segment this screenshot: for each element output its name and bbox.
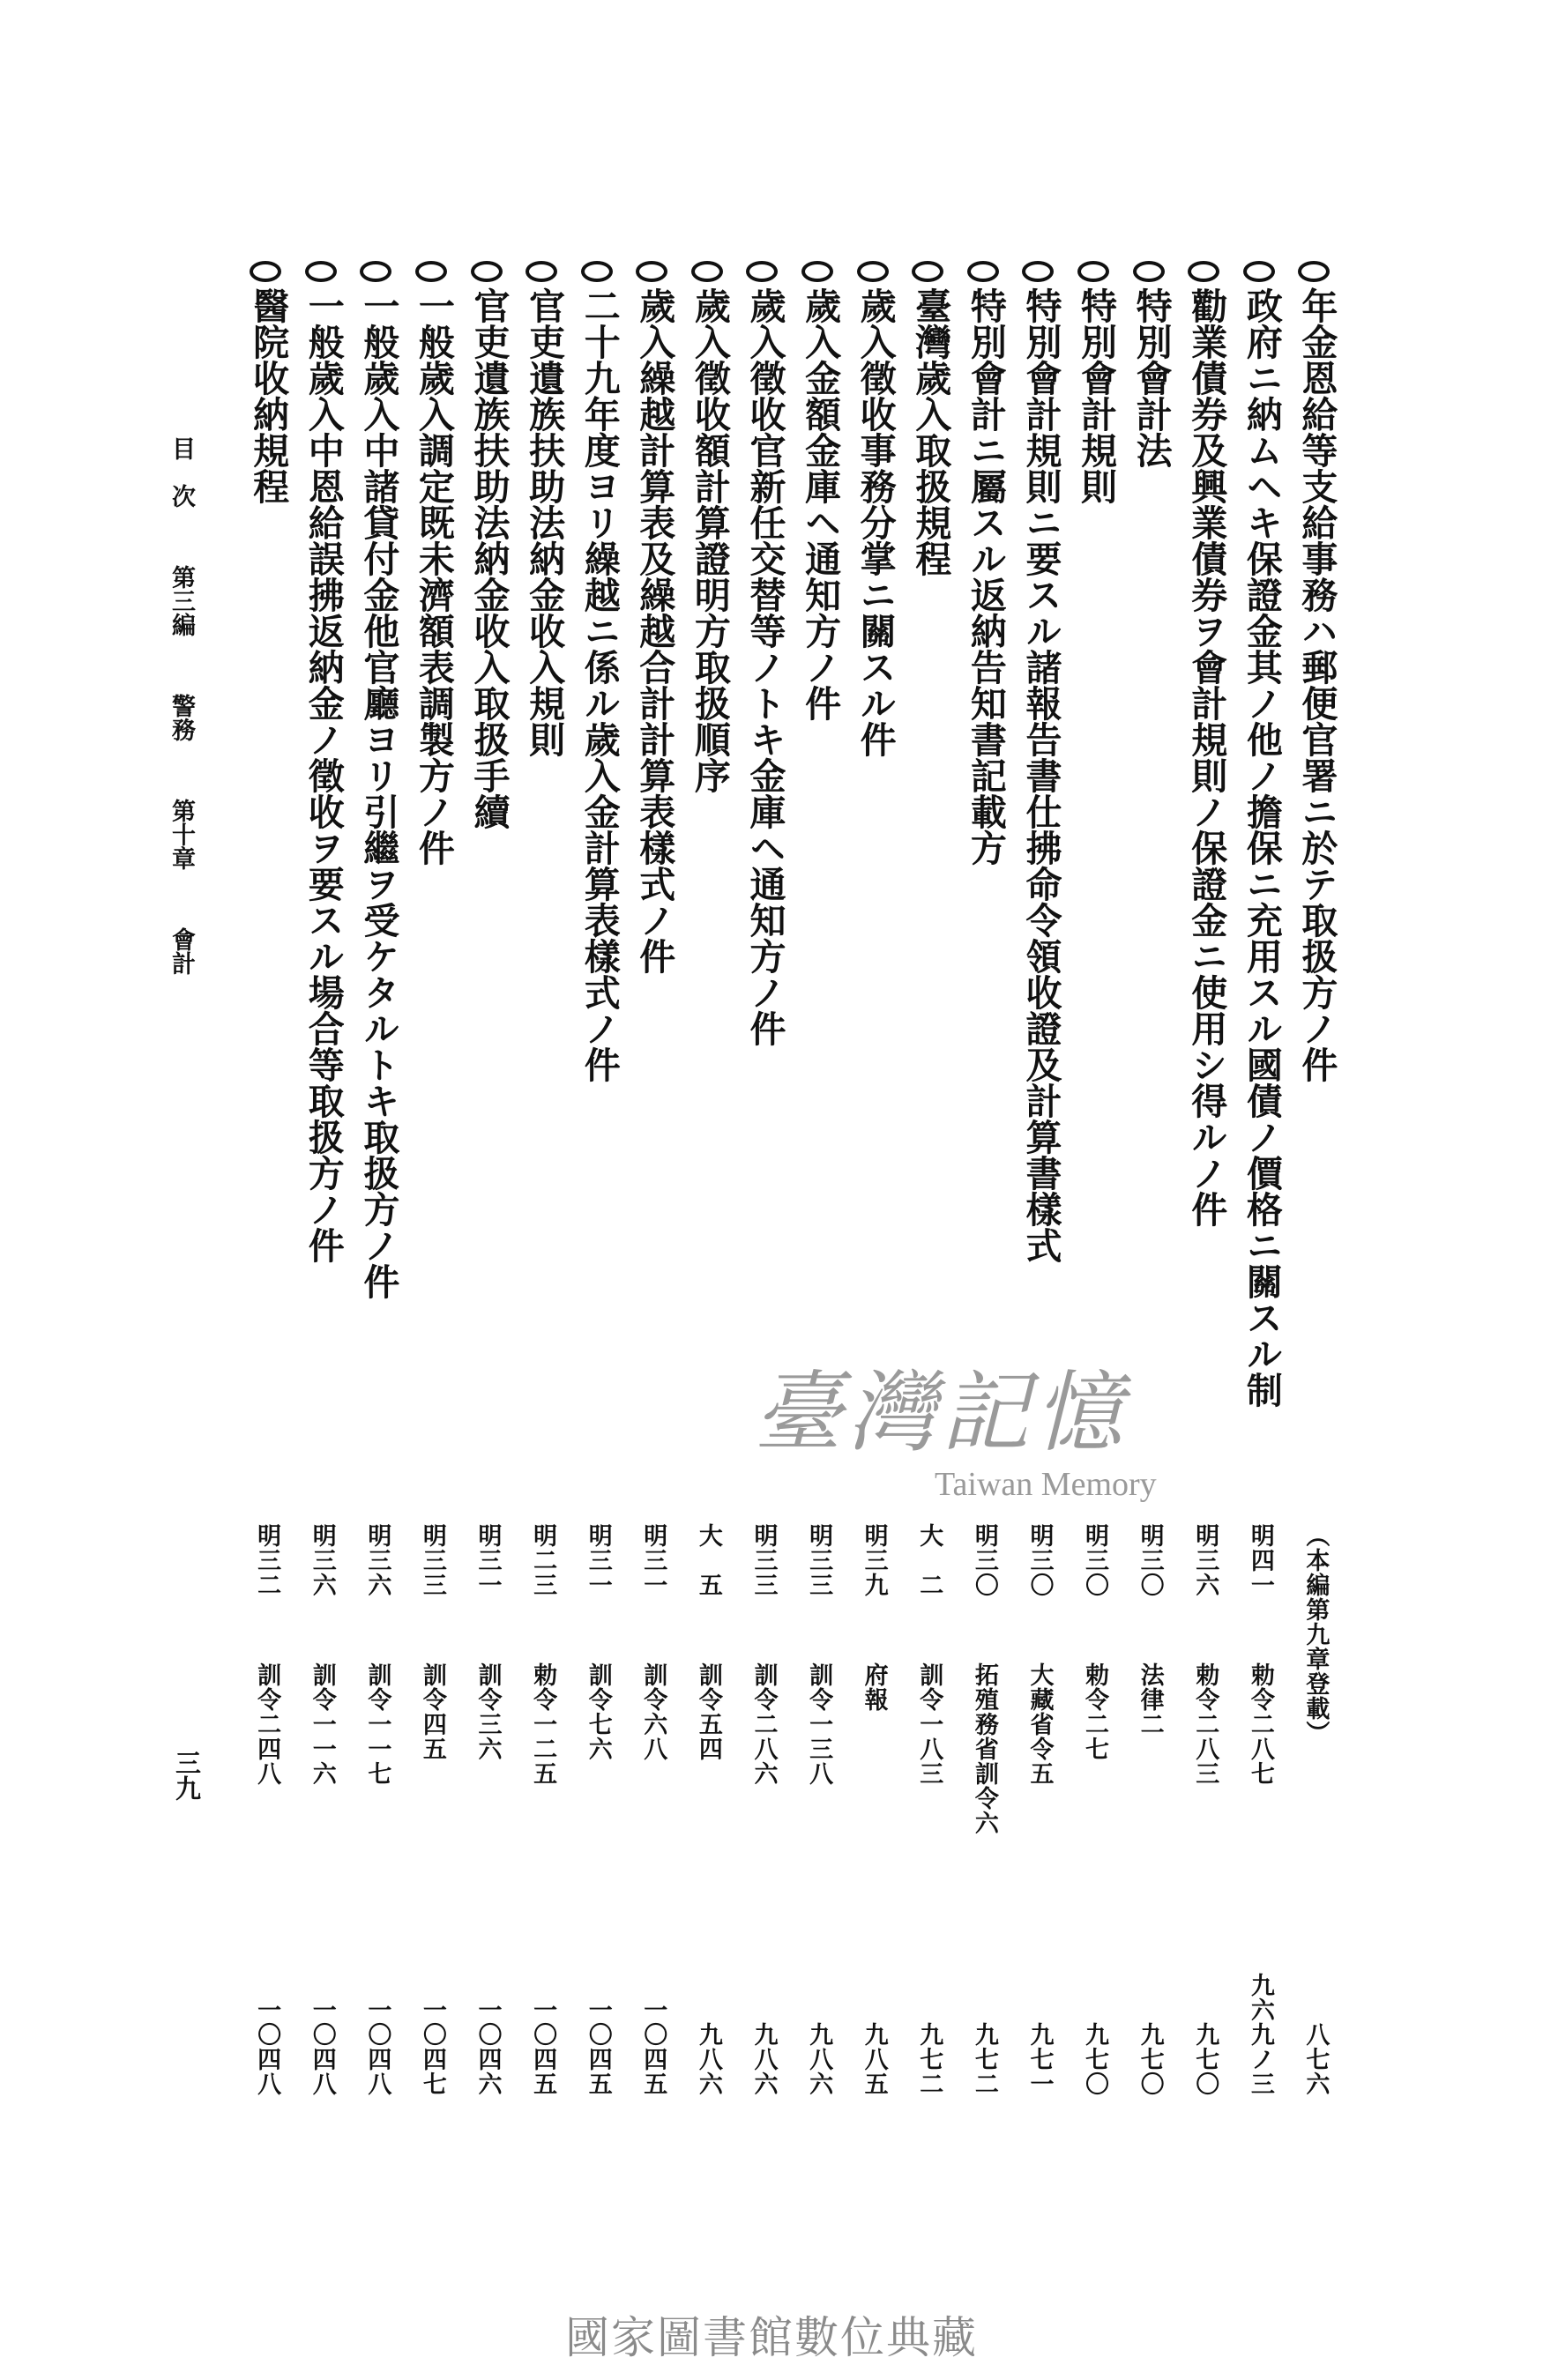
entry-page: 一〇四八 (253, 1997, 281, 2096)
entry-page: 九七二 (970, 2022, 998, 2096)
circle-bullet-icon (1243, 261, 1275, 282)
circle-bullet-icon (1022, 261, 1054, 282)
toc-entry (958, 0, 1014, 2380)
entry-law: 訓令一三八 (805, 1662, 833, 1786)
toc-entry (1124, 0, 1180, 2380)
entry-page: 一〇四八 (308, 1997, 336, 2096)
entry-date: 明三一 (639, 1523, 667, 1597)
entry-title: 臺灣歲入取扱規程 (909, 287, 952, 576)
circle-bullet-icon (471, 261, 503, 282)
entry-law: 法律二 (1136, 1662, 1164, 1737)
watermark-english: Taiwan Memory (935, 1466, 1157, 1503)
entry-date: 明四一 (1246, 1523, 1274, 1597)
circle-bullet-icon (1077, 261, 1109, 282)
entry-law: 訓令七六 (584, 1662, 612, 1761)
entry-page: 九七〇 (1081, 2022, 1109, 2096)
circle-bullet-icon (360, 261, 391, 282)
entry-title: 歲入徵收官新任交替等ノトキ金庫ヘ通知方ノ件 (743, 287, 786, 1046)
entry-page: 一〇四五 (639, 1997, 667, 2096)
entry-law: 勅令二八七 (1246, 1662, 1274, 1786)
entry-title: 一般歲入中諸貸付金他官廳ヨリ引繼ヲ受ケタルトキ取扱方ノ件 (357, 287, 400, 1299)
archive-credit: 國家圖書館數位典藏 (565, 2312, 978, 2363)
entry-date: 明三〇 (1081, 1523, 1109, 1597)
entry-page: 九七一 (1025, 2022, 1054, 2096)
entry-law: 訓令二四八 (253, 1662, 281, 1786)
toc-entry (572, 0, 628, 2380)
entry-page: 八七六 (1301, 2022, 1330, 2096)
entry-page: 一〇四六 (473, 1997, 502, 2096)
entry-date: 明三一 (473, 1523, 502, 1597)
entry-page: 一〇四五 (584, 1997, 612, 2096)
entry-page: 九八六 (805, 2022, 833, 2096)
entry-date: 明三六 (363, 1523, 391, 1597)
circle-bullet-icon (581, 261, 613, 282)
running-footer (168, 436, 194, 1005)
entry-date: 明三三 (418, 1523, 446, 1597)
entry-date: 明三〇 (970, 1523, 998, 1597)
entry-page: 九八五 (860, 2022, 888, 2096)
circle-bullet-icon (1188, 261, 1219, 282)
entry-law: 訓令一八三 (915, 1662, 943, 1786)
footer-part: 第三編 (168, 565, 195, 636)
entry-law: 訓令二八六 (749, 1662, 778, 1786)
footer-chapter: 第十章 (168, 799, 195, 870)
entry-date: 明三三 (805, 1523, 833, 1597)
circle-bullet-icon (912, 261, 943, 282)
entry-page: 九七〇 (1136, 2022, 1164, 2096)
entry-page: 一〇四八 (363, 1997, 391, 2096)
footer-topic: 會計 (168, 927, 195, 975)
toc-entry (1234, 0, 1290, 2380)
entry-page: 一〇四五 (529, 1997, 557, 2096)
entry-date: 明三六 (308, 1523, 336, 1597)
toc-entry (903, 0, 958, 2380)
toc-entry (1069, 0, 1124, 2380)
entry-title: 年金恩給等支給事務ハ郵便官署ニ於テ取扱方ノ件 (1295, 287, 1338, 1082)
toc-entry (1179, 0, 1234, 2380)
toc-entry (848, 0, 904, 2380)
entry-law: 訓令六八 (639, 1662, 667, 1761)
toc-entries (241, 0, 1345, 2380)
page-number: 三九 (172, 1750, 202, 1801)
entry-page: 九六九ノ三 (1246, 1973, 1274, 2096)
entry-date: 明三九 (860, 1523, 888, 1597)
entry-title: 歲入徵收事務分掌ニ關スル件 (853, 287, 897, 757)
circle-bullet-icon (526, 261, 557, 282)
entry-date: 明二三 (529, 1523, 557, 1597)
toc-entry (296, 0, 352, 2380)
entry-page: 九八六 (694, 2022, 722, 2096)
circle-bullet-icon (691, 261, 723, 282)
entry-title: 勸業債券及興業債券ヲ會計規則ノ保證金ニ使用シ得ルノ件 (1185, 287, 1228, 1227)
toc-entry (241, 0, 296, 2380)
entry-date: 明三六 (1191, 1523, 1219, 1597)
circle-bullet-icon (746, 261, 778, 282)
entry-law: 訓令五四 (694, 1662, 722, 1761)
entry-page: 九七〇 (1191, 2022, 1219, 2096)
entry-title: 政府ニ納ムヘキ保證金其ノ他ノ擔保ニ充用スル國債ノ價格ニ關スル制 (1240, 287, 1283, 1408)
entry-date: 大 二 (915, 1523, 943, 1597)
toc-entry (1289, 0, 1345, 2380)
entry-title: 歲入徵收額計算證明方取扱順序 (688, 287, 731, 793)
entry-law: 勅令二七 (1081, 1662, 1109, 1761)
circle-bullet-icon (801, 261, 833, 282)
entry-title: 一般歲入調定既未濟額表調製方ノ件 (412, 287, 455, 866)
toc-entry (793, 0, 848, 2380)
circle-bullet-icon (967, 261, 999, 282)
entry-title: 官吏遺族扶助法納金收入規則 (523, 287, 566, 757)
toc-entry (737, 0, 793, 2380)
footer-section: 警務 (168, 694, 195, 741)
entry-law: 勅令二八三 (1191, 1662, 1219, 1786)
entry-date: 明三一 (584, 1523, 612, 1597)
circle-bullet-icon (1298, 261, 1330, 282)
entry-title: 特別會計ニ屬スル返納告知書記載方 (964, 287, 1007, 866)
entry-date: 明三二 (253, 1523, 281, 1597)
circle-bullet-icon (857, 261, 889, 282)
entry-title: 歲入繰越計算表及繰越合計計算表樣式ノ件 (633, 287, 676, 974)
entry-page: 一〇四七 (418, 1997, 446, 2096)
toc-entry (351, 0, 406, 2380)
toc-entry (517, 0, 572, 2380)
entry-page: 九八六 (749, 2022, 778, 2096)
circle-bullet-icon (305, 261, 337, 282)
circle-bullet-icon (636, 261, 667, 282)
entry-title: 一般歲入中恩給誤拂返納金ノ徵收ヲ要スル場合等取扱方ノ件 (302, 287, 345, 1263)
entry-title: 特別會計規則 (1075, 287, 1118, 504)
toc-entry (627, 0, 682, 2380)
entry-law: 訓令三六 (473, 1662, 502, 1761)
toc-entry (406, 0, 462, 2380)
toc-entry (682, 0, 738, 2380)
entry-title: 特別會計法 (1129, 287, 1173, 468)
toc-entry (462, 0, 518, 2380)
entry-date: 大 五 (694, 1523, 722, 1597)
circle-bullet-icon (1133, 261, 1165, 282)
entry-title: 特別會計規則ニ要スル諸報告書仕拂命令領收證及計算書樣式 (1019, 287, 1062, 1263)
entry-title: 歲入金額金庫ヘ通知方ノ件 (799, 287, 842, 721)
circle-bullet-icon (250, 261, 281, 282)
entry-law: 府報 (860, 1662, 888, 1712)
entry-title: 二十九年度ヨリ繰越ニ係ル歲入金計算表樣式ノ件 (578, 287, 621, 1082)
entry-date: 明三〇 (1025, 1523, 1054, 1597)
entry-page: 九七二 (915, 2022, 943, 2096)
entry-date: 明三三 (749, 1523, 778, 1597)
entry-law: 訓令一一六 (308, 1662, 336, 1786)
toc-entry (1013, 0, 1069, 2380)
entry-law: 勅令一二五 (529, 1662, 557, 1786)
entry-date: 明三〇 (1136, 1523, 1164, 1597)
entry-law: 大藏省令五 (1025, 1662, 1054, 1786)
entry-title: 官吏遺族扶助法納金收入取扱手續 (467, 287, 511, 829)
entry-law: 訓令四五 (418, 1662, 446, 1761)
watermark-logo: 臺灣記憶 (754, 1361, 1128, 1464)
footer-toc: 目 次 (168, 436, 195, 508)
entry-title: 醫院收納規程 (247, 287, 290, 504)
entry-date: （本編第九章登載） (1301, 1523, 1330, 1745)
entry-law: 拓殖務省訓令六 (970, 1662, 998, 1835)
entry-law: 訓令一一七 (363, 1662, 391, 1786)
circle-bullet-icon (415, 261, 447, 282)
